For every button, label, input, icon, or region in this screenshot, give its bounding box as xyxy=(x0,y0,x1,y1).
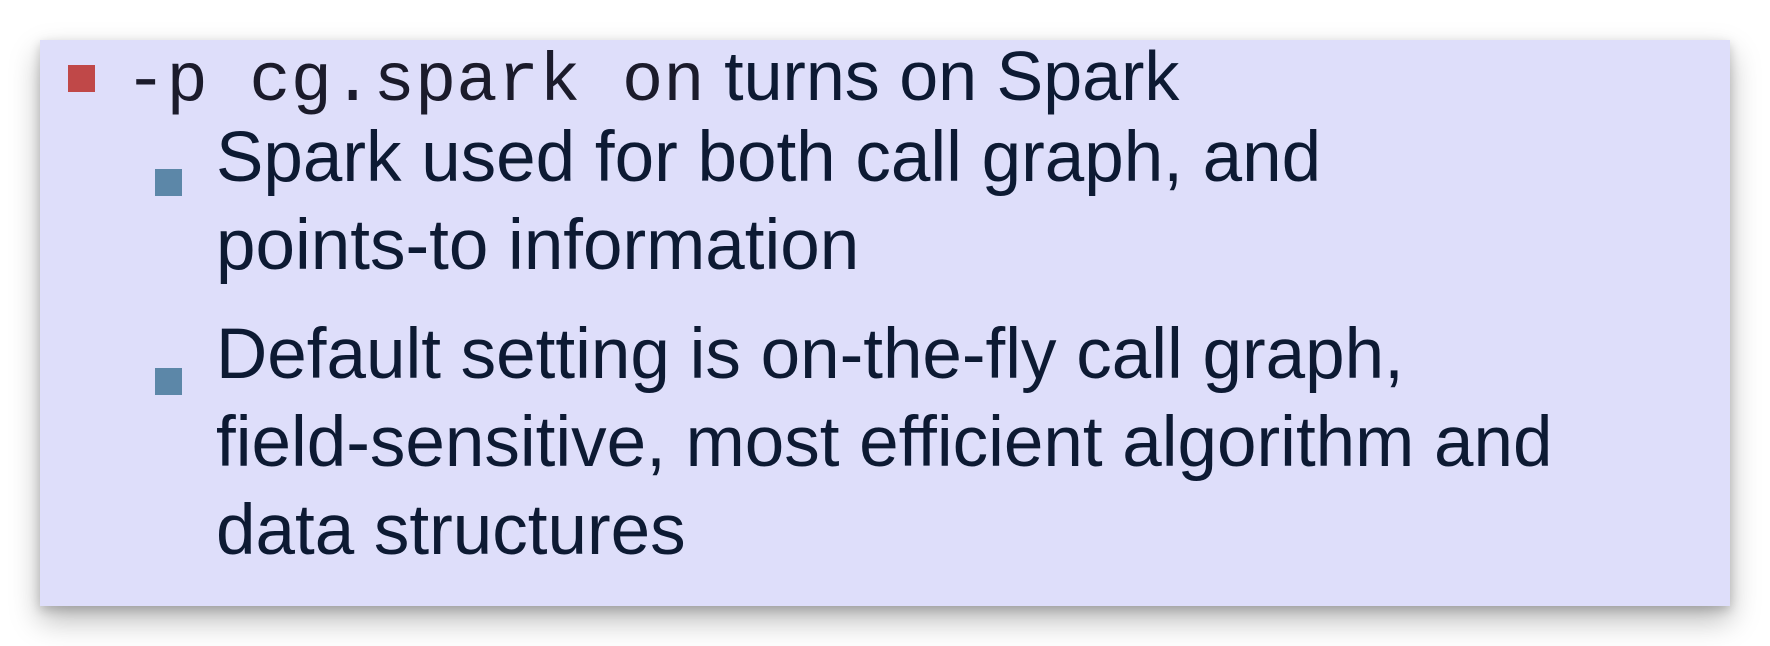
main-bullet-text xyxy=(125,40,1179,124)
slide-content-panel xyxy=(40,40,1730,606)
square-bullet-icon xyxy=(155,169,182,196)
square-bullet-icon xyxy=(155,368,182,395)
sub-bullet-line: field-sensitive, most efficient algorithm and xyxy=(216,403,1553,482)
sub-bullet-line: data structures xyxy=(216,491,686,570)
code-option: -p cg.spark on xyxy=(125,43,705,121)
sub-bullet-line: Spark used for both call graph, and xyxy=(216,118,1322,197)
sub-bullet-line: Default setting is on-the-fly call graph, xyxy=(216,315,1404,394)
sub-bullet-line: points-to information xyxy=(216,206,860,285)
main-bullet-description: turns on Spark xyxy=(704,40,1180,115)
square-bullet-icon xyxy=(68,65,95,92)
